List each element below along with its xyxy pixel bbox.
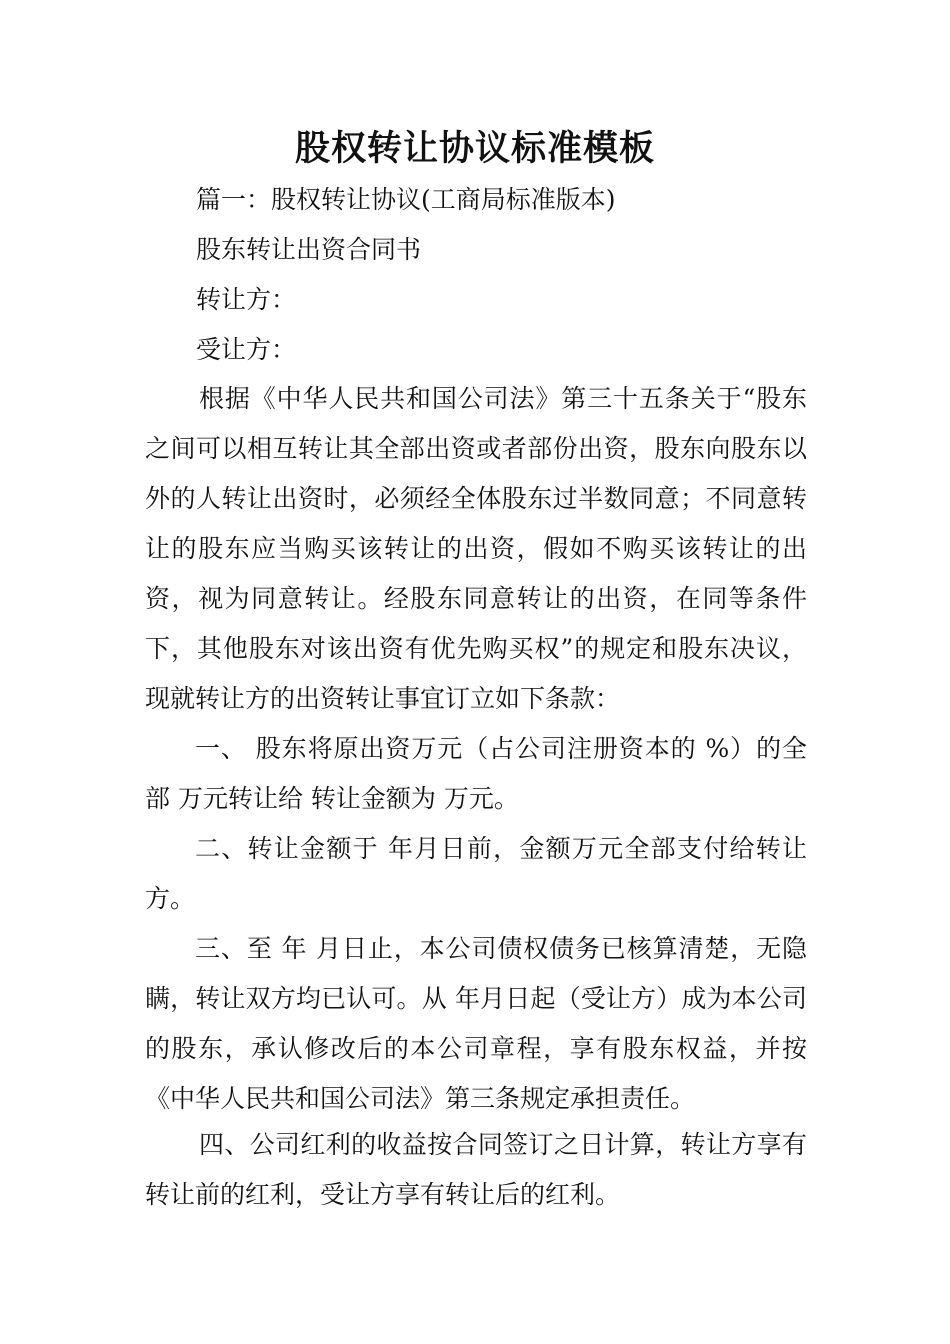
- transferor-label: 转让方：: [196, 285, 297, 314]
- paragraph-clause-2: 二、转让金额于 年月日前，金额万元全部支付给转让方。: [145, 834, 807, 913]
- document-subtitle: 篇一：股权转让协议(工商局标准版本): [196, 185, 616, 214]
- paragraph-legal-basis: 根据《中华人民共和国公司法》第三十五条关于“股东之间可以相互转让其全部出资或者部份出资，股东向股东以外的人转让出资时，必须经全体股东过半数同意；不同意转让的股东应当购买该转让的出资，假如不购买该转让的出资，视为同意转让。经股东同意转让的出资，在同等条件下，其他股东对该出资有优先购买权”的规定和股东决议，现就转让方的出资转让事宜订立如下条款：: [145, 384, 807, 713]
- contract-name: 股东转让出资合同书: [196, 235, 422, 264]
- paragraph-clause-1: 一、 股东将原出资万元（占公司注册资本的 %）的全部 万元转让给 转让金额为 万元。: [145, 734, 807, 813]
- paragraph-clause-3: 三、至 年 月日止，本公司债权债务已核算清楚，无隐瞒，转让双方均已认可。从 年月日起（受让方）成为本公司的股东，承认修改后的本公司章程，享有股东权益，并按《中华人民共和国公司法》第三条规定承担责任。: [145, 934, 807, 1113]
- paragraph-clause-4: 四、公司红利的收益按合同签订之日计算，转让方享有转让前的红利，受让方享有转让后的红利。: [145, 1130, 807, 1209]
- transferee-label: 受让方：: [196, 335, 297, 364]
- document-title: 股权转让协议标准模板: [294, 129, 655, 169]
